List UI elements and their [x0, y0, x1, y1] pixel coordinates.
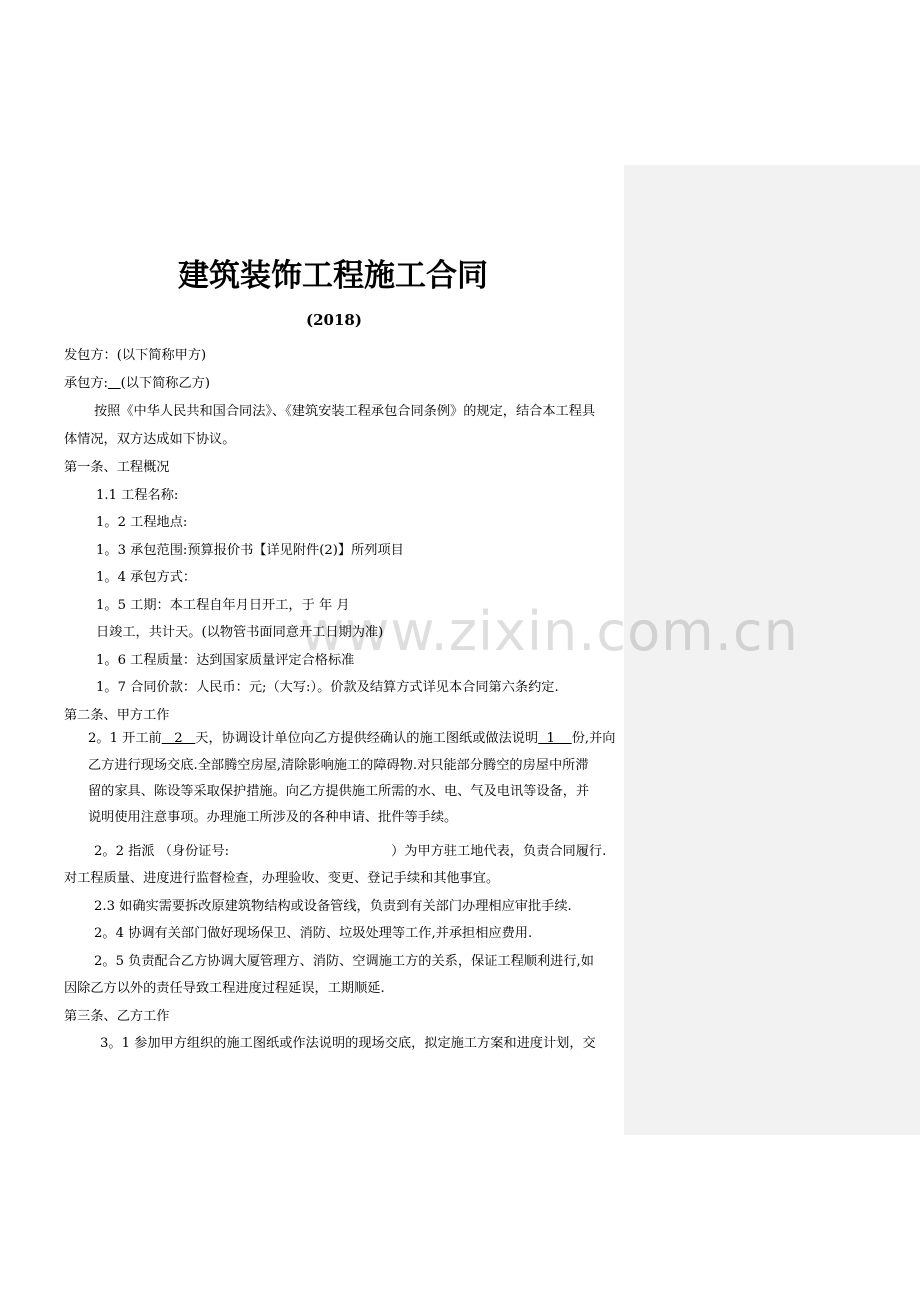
article-1-item: 1。7 合同价款：人民币：元;（大写:）。价款及结算方式详见本合同第六条约定. [96, 680, 559, 695]
article-1-item: 1。3 承包范围:预算报价书【详见附件(2)】所列项目 [96, 543, 404, 558]
preamble-line: 体情况，双方达成如下协议。 [64, 432, 236, 447]
contractor-suffix: (以下简称乙方) [120, 376, 211, 391]
article-2-p1-line: 乙方进行现场交底.全部腾空房屋,清除影响施工的障碍物.对只能部分腾空的房屋中所滞 [88, 758, 589, 773]
article-1-item: 1。4 承包方式： [96, 570, 197, 585]
article-2-p2-cont: 对工程质量、进度进行监督检查，办理验收、变更、登记手续和其他事宜。 [64, 871, 500, 886]
article-1-item: 1。2 工程地点: [96, 515, 188, 530]
article-2-heading: 第二条、甲方工作 [64, 708, 170, 723]
article-1-item: 1.1 工程名称: [96, 488, 179, 503]
issuer-line: 发包方：(以下简称甲方) [64, 348, 207, 363]
text-run: ）为甲方驻工地代表，负责合同履行. [391, 844, 607, 859]
article-2-p1 [88, 729, 615, 749]
text-run: 2。1 开工前 [88, 731, 162, 746]
article-1-item: 1。6 工程质量：达到国家质量评定合格标准 [96, 653, 355, 668]
article-2-p1-line: 说明使用注意事项。办理施工所涉及的各种申请、批件等手续。 [88, 810, 458, 825]
contractor-blank [108, 376, 121, 391]
article-1-item: 1。5 工期：本工程自年月日开工，于 年 月 [96, 598, 350, 613]
text-run: 份,并向 [571, 731, 616, 746]
watermark: www.zixin.com.cn [300, 600, 799, 663]
article-3-heading: 第三条、乙方工作 [64, 1009, 170, 1024]
text-run: 2。2 指派 （身份证号: [94, 844, 230, 859]
document-year: (2018) [306, 311, 362, 329]
preamble-line: 按照《中华人民共和国合同法》、《建筑安装工程承包合同条例》的规定，结合本工程具 [94, 404, 596, 419]
article-1-heading: 第一条、工程概况 [64, 460, 170, 475]
days-blank: 2 [161, 731, 196, 746]
article-1-item: 日竣工，共计天。(以物管书面同意开工日期为准) [96, 625, 384, 640]
article-2-p4: 2。4 协调有关部门做好现场保卫、消防、垃圾处理等工作,并承担相应费用. [94, 926, 533, 941]
document-title: 建筑装饰工程施工合同 [178, 258, 488, 294]
article-2-p3: 2.3 如确实需要拆改原建筑物结构或设备管线，负责到有关部门办理相应审批手续. [94, 899, 572, 914]
article-3-p1: 3。1 参加甲方组织的施工图纸或作法说明的现场交底，拟定施工方案和进度计划，交 [100, 1036, 596, 1051]
contractor-label: 承包方: [64, 376, 109, 391]
text-run: 天，协调设计单位向乙方提供经确认的施工图纸或做法说明 [195, 731, 539, 746]
article-2-p2 [94, 842, 606, 862]
copies-blank: 1 [538, 731, 572, 746]
article-2-p5: 2。5 负责配合乙方协调大厦管理方、消防、空调施工方的关系，保证工程顺利进行,如 [94, 954, 594, 969]
contractor-line [64, 374, 210, 394]
article-2-p5-cont: 因除乙方以外的责任导致工程进度过程延误，工期顺延. [64, 981, 385, 996]
article-2-p1-line: 留的家具、陈设等采取保护措施。向乙方提供施工所需的水、电、气及电讯等设备，并 [88, 784, 590, 799]
